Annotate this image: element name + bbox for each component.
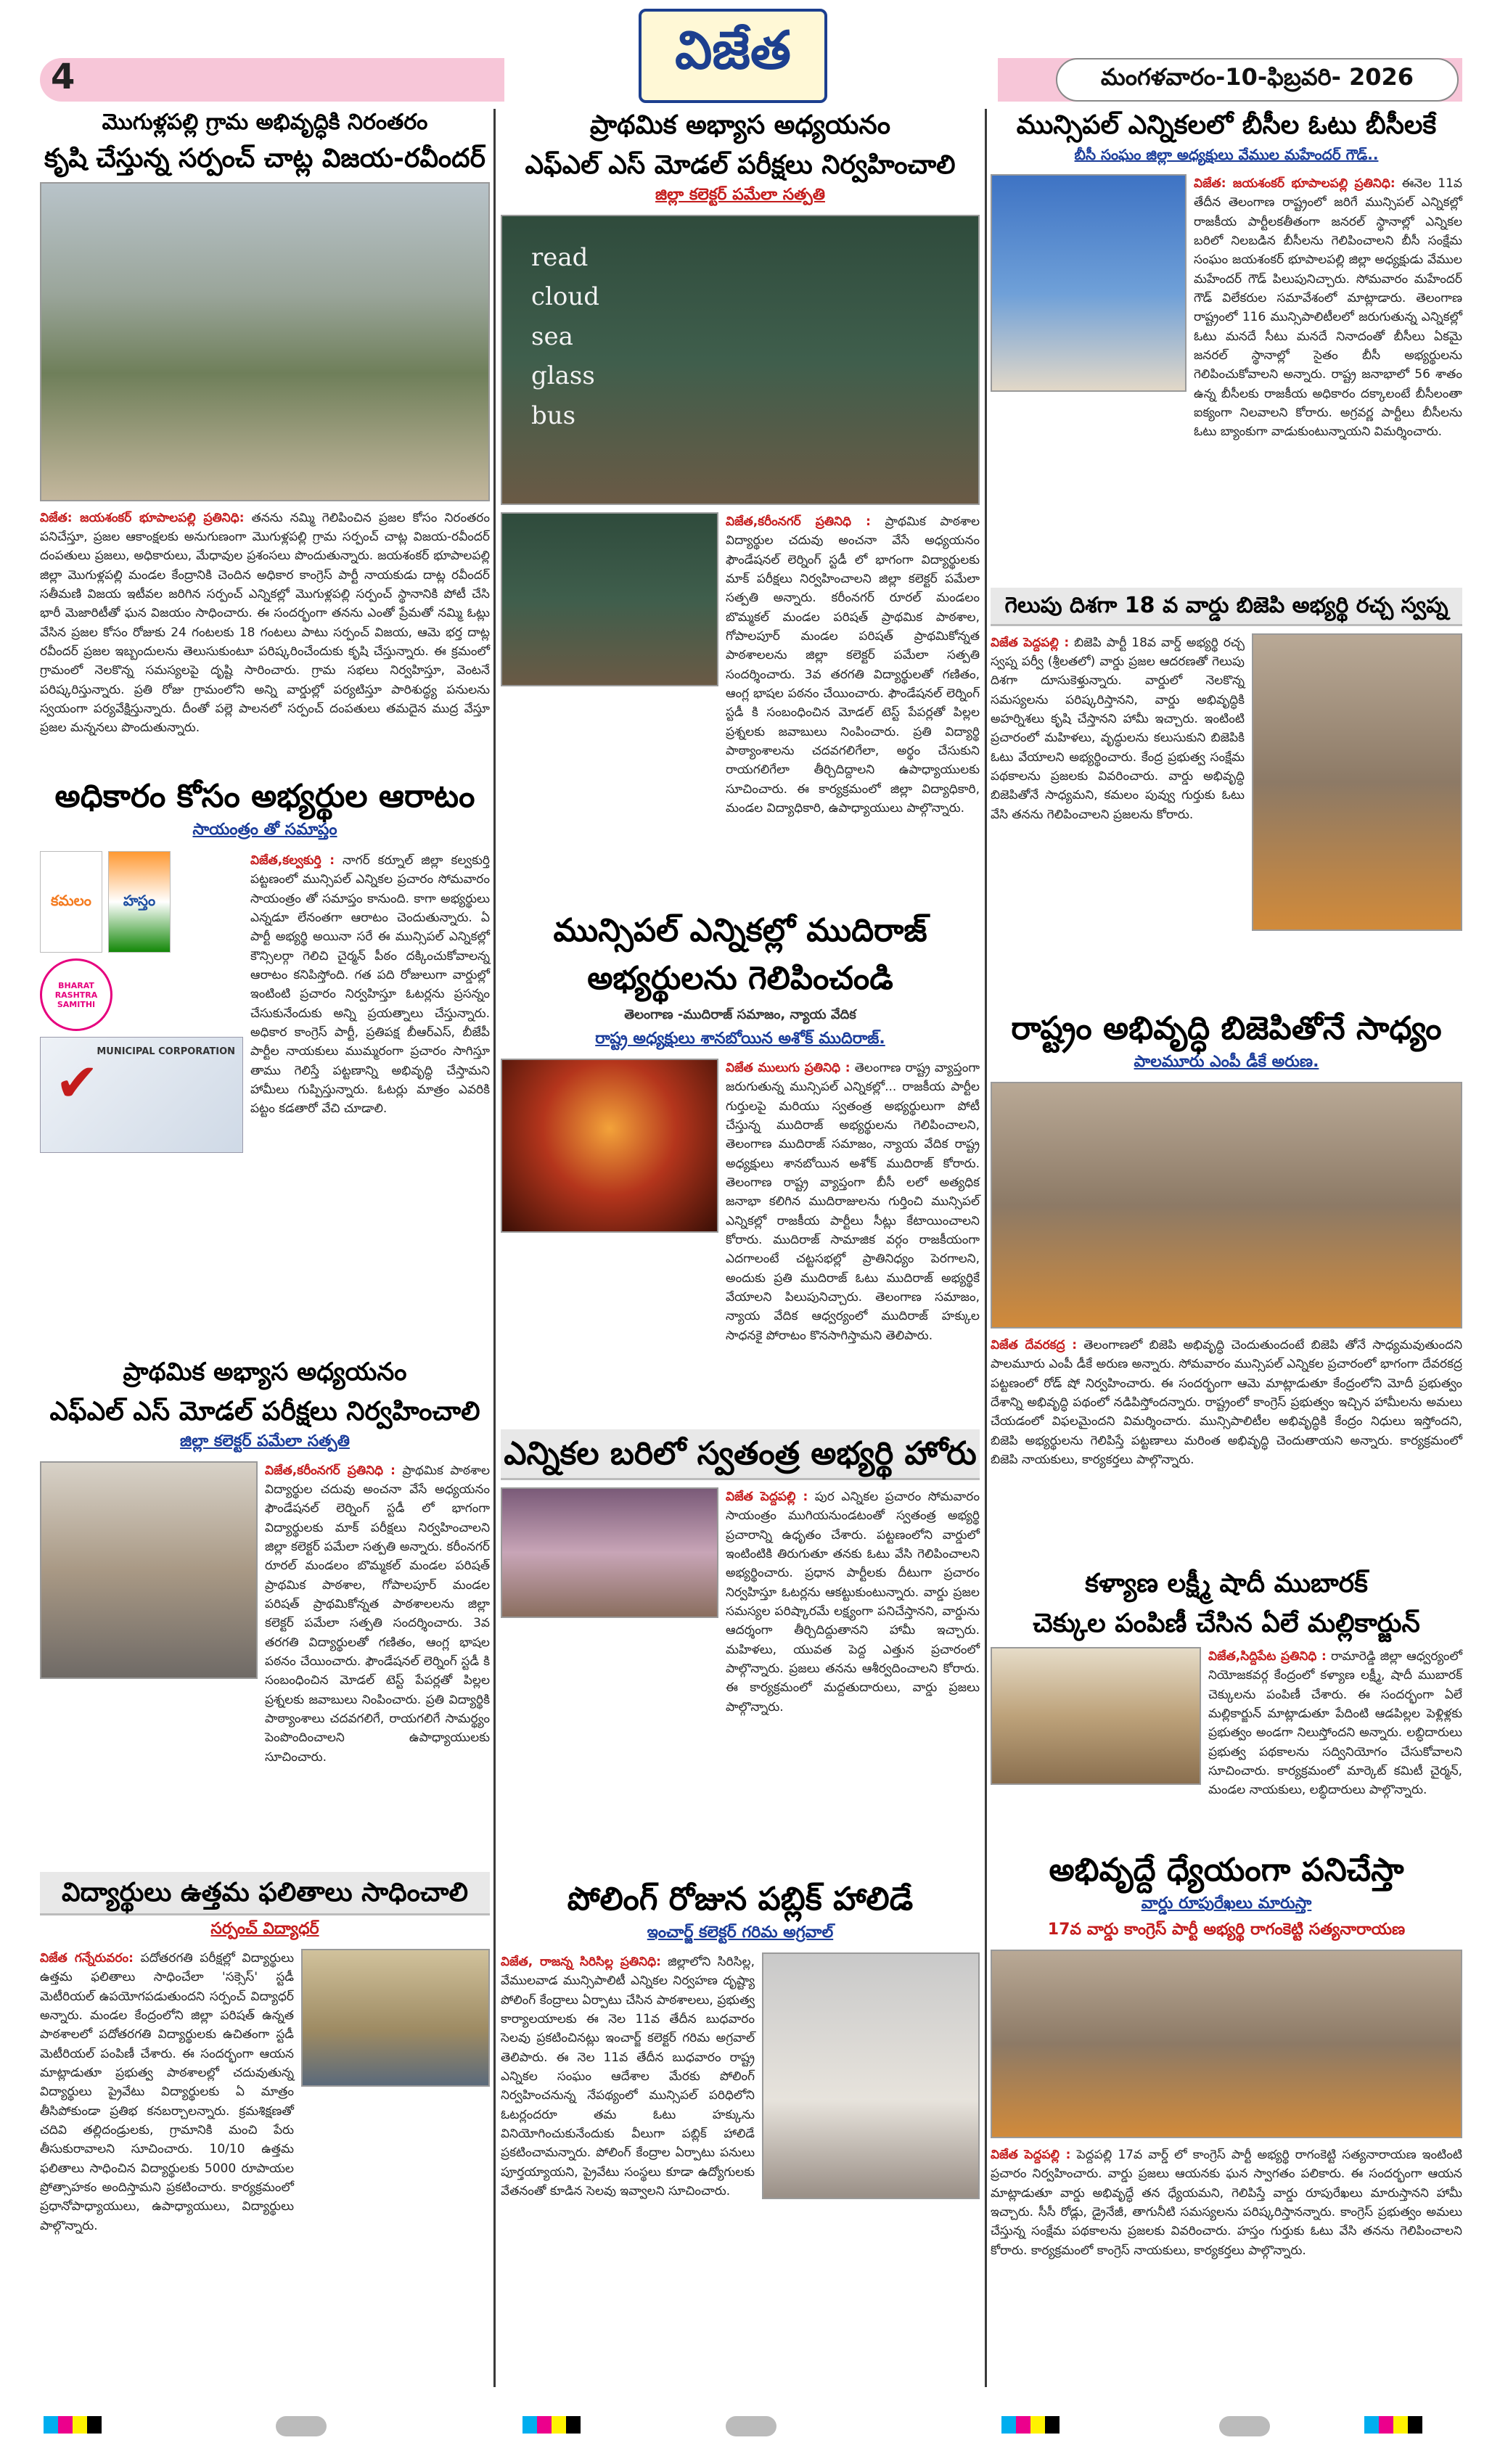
man-portrait-photo — [991, 174, 1187, 392]
article-text: పుర ఎన్నికల ప్రచారం సోమవారం సాయంత్రం ముగియనుండటంతో స్వతంత్ర అభ్యర్థి ప్రచారాన్ని ఉధృతం చేశారు. పట్టణంలోని వార్డులో ఇంటింటికి తిరుగుతూ తనకు ఓటు వేసి గెలిపించాలని అభ్యర్థించారు. ప్రధాన పార్టీలకు దీటుగా ప్రచారం నిర్వహిస్తూ ఓటర్లను ఆకట్టుకుంటున్నారు. వార్డు ప్రజల సమస్యల పరిష్కారమే లక్ష్యంగా పనిచేస్తానని, వార్డును ఆదర్శంగా తీర్చిదిద్దుతానని హామీ ఇచ్చారు. మహిళలు, యువత పెద్ద ఎత్తున ప్రచారంలో పాల్గొన్నారు. ప్రజలు తనను ఆశీర్వదించాలని కోరారు. ఈ కార్యక్రమంలో మద్దతుదారులు, వార్డు ప్రజలు పాల్గొన్నారు. — [726, 1490, 980, 1714]
article-ward-18 — [991, 588, 1462, 994]
article-subhead: సాయంత్రం తో సమాప్తం — [192, 821, 337, 839]
article-text: తెలంగాణ రాష్ట్ర వ్యాప్తంగా జరుగుతున్న మున్సిపల్ ఎన్నికల్లో... రాజకీయ పార్టీల గుర్తులపై మరియు స్వతంత్ర అభ్యర్థులుగా పోటీ చేస్తున్న ముదిరాజ్ అభ్యర్థులను గెలిపించాలని, తెలంగాణ ముదిరాజ్ సమాజం, న్యాయ వేదిక రాష్ట్ర అధ్యక్షులు శానబోయిన అశోక్ ముదిరాజ్ కోరారు. తెలంగాణ రాష్ట్ర వ్యాప్తంగా బీసీ లలో అత్యధిక జనాభా కలిగిన ముదిరాజులను గుర్తించి మున్సిపల్ ఎన్నికల్లో రాజకీయ పార్టీలు సీట్లు కేటాయించాలని కోరారు. ముదిరాజ్ సామాజిక వర్గం రాజకీయంగా ఎదగాలంటే చట్టసభల్లో ప్రాతినిధ్యం పెరగాలని, అందుకు ప్రతి ముదిరాజ్ ఓటు ముదిరాజ్ అభ్యర్థికే వేయాలని పిలుపునిచ్చారు. తెలంగాణ సమాజం, న్యాయ వేదిక ఆధ్వర్యంలో ముదిరాజ్ హక్కుల సాధనకై పోరాటం కొనసాగిస్తామని తెలిపారు. — [726, 1061, 980, 1343]
students-group-photo — [301, 1949, 490, 2087]
article-kicker: ప్రాథమిక అభ్యాస అధ్యయనం — [590, 110, 890, 140]
article-headline: అభివృద్దే ధ్యేయంగా పనిచేస్తా — [1049, 1852, 1404, 1889]
column-rule — [985, 109, 987, 2387]
article-headline: గెలుపు దిశగా 18 వ వార్డు బిజెపి అభ్యర్థి రచ్చ స్వప్న — [991, 588, 1462, 626]
congress-campaign-photo — [991, 1950, 1462, 2138]
party-logos — [40, 851, 243, 1031]
article-headline: ఎన్నికల బరిలో స్వతంత్ర అభ్యర్థి హోరు — [501, 1429, 980, 1480]
article-kicker: కళ్యాణ లక్ష్మీ షాదీ ముబారక్ — [1085, 1569, 1368, 1598]
dateline: విజేత పెద్దపల్లి : — [991, 635, 1070, 650]
dateline: విజేత,సిద్దిపేట ప్రతినిధి : — [1208, 1649, 1327, 1664]
article-headline: విద్యార్థులు ఉత్తమ ఫలితాలు సాధించాలి — [40, 1872, 490, 1915]
issue-date: మంగళవారం-10-ఫిబ్రవరి- 2026 — [1056, 58, 1459, 102]
article-headline: రాష్ట్రం అభివృద్ధి బిజెపితోనే సాధ్యం — [1011, 1010, 1442, 1047]
ballot-label: MUNICIPAL CORPORATION — [97, 1046, 235, 1057]
masthead-title: విజేత — [675, 18, 791, 81]
article-body — [501, 1952, 755, 2373]
cheque-distribution-photo — [991, 1647, 1201, 1785]
article-headline: మున్సిపల్ ఎన్నికలలో బీసీల ఓటు బీసీలకే — [1016, 110, 1437, 140]
article-text: రామారెడ్డి జిల్లా ఆధ్వర్యంలో నియోజకవర్గ కేంద్రంలో కళ్యాణ లక్ష్మీ, షాదీ ముబారక్ చెక్కులను పంపిణీ చేశారు. ఈ సందర్భంగా ఏలే మల్లికార్జున్ మాట్లాడుతూ పేదింటి ఆడపిల్లల పెళ్లిళ్లకు ప్రభుత్వం అండగా నిలుస్తోందని అన్నారు. లబ్ధిదారులు ప్రభుత్వ పథకాలను సద్వినియోగం చేసుకోవాలని సూచించారు. కార్యక్రమంలో మార్కెట్ కమిటీ చైర్మన్, మండల నాయకులు, లబ్ధిదారులు పాల్గొన్నారు. — [1208, 1649, 1462, 1798]
article-subhead: సర్పంచ్ విద్యాధర్ — [210, 1920, 319, 1938]
column-3 — [991, 109, 1462, 2387]
article-kicker: మొగుళ్లపల్లి గ్రామ అభివృద్ధికి నిరంతరం — [102, 110, 428, 135]
bjp-lotus-icon: కమలం — [40, 851, 102, 953]
road-field-photo — [40, 182, 490, 501]
candidate-media-photo — [501, 1487, 718, 1618]
article-text: ఈనెల 11వ తేదీన తెలంగాణ రాష్ట్రంలో జరిగే మున్సిపల్ ఎన్నికల్లో రాజకీయ పార్టీలకతీతంగా జనరల్ స్థానాల్లో ఎన్నికల బరిలో నిలబడిన బీసీలను గెలిపించాలని బీసీ సంక్షేమ సంఘం జయశంకర్ భూపాలపల్లి జిల్లా అధ్యక్షుడు వేముల మహేందర్ గౌడ్ పిలుపునిచ్చారు. సోమవారం మహేందర్ గౌడ్ విలేకరుల సమావేశంలో మాట్లాడారు. తెలంగాణ రాష్ట్రంలో 116 మున్సిపాలిటీలలో జరుగుతున్న ఎన్నికల్లో ఓటు మనదే సీటు మనదే నినాదంతో బీసీలు ఏకమై జనరల్ స్థానాల్లో సైతం బీసీ అభ్యర్థులను గెలిపించుకోవాలని అన్నారు. రాష్ట్ర జనాభాలో 56 శాతం ఉన్న బీసీలకు రాజకీయ అధికారం దక్కాలంటే బీసీలంతా ఐక్యంగా నిలవాలని కోరారు. అగ్రవర్ణ పార్టీలు బీసీలను ఓటు బ్యాంకుగా వాడుకుంటున్నాయని విమర్శించారు. — [1194, 176, 1462, 440]
column-rule — [493, 109, 496, 2387]
page-header — [0, 0, 1500, 109]
article-fls-1 — [40, 1357, 490, 1850]
article-byline: జిల్లా కలెక్టర్ పమేలా సత్పతి — [180, 1432, 350, 1450]
article-ward-17 — [991, 1850, 1462, 2380]
article-subhead: పాలమూరు ఎంపీ డీకే అరుణ. — [1134, 1053, 1319, 1071]
dateline: విజేత గన్నేరువరం: — [40, 1951, 134, 1966]
leader-portrait-photo — [501, 1059, 718, 1233]
campaign-photo — [1252, 633, 1462, 931]
article-text: నాగర్ కర్నూల్ జిల్లా కల్వకుర్తి పట్టణంలో మున్సిపల్ ఎన్నికల ప్రచారం సోమవారం సాయంత్రం తో సమాప్తం కానుంది. కాగా అభ్యర్థులు ఎన్నడూ లేనంతగా ఆరాటం చెందుతున్నారు. ఏ పార్టీ అభ్యర్థి అయినా సరే ఈ మున్సిపల్ ఎన్నికల్లో కౌన్సిలర్గా గెలిచి చైర్మన్ పీఠం దక్కించుకోవాలన్న ఆరాటం కనిపిస్తోంది. గత పది రోజులుగా వార్డుల్లో ఇంటింటి ప్రచారం నిర్వహిస్తూ ఓటర్లను ప్రసన్నం చేసుకునేందుకు అన్ని ప్రయత్నాలు చేస్తున్నారు. అధికార కాంగ్రెస్ పార్టీ, ప్రతిపక్ష బీఆర్ఎస్, బీజేపీ పార్టీల నాయకులు ముమ్మరంగా ప్రచారం సాగిస్తూ తాము గెలిస్తే పట్టణాన్ని అభివృద్ధి చేస్తామని హామీలు గుప్పిస్తున్నారు. ఓటర్లు మాత్రం ఎవరికి పట్టం కడతారో వేచి చూడాలి. — [250, 853, 490, 1117]
article-body — [726, 512, 980, 861]
article-candidates-race — [40, 776, 490, 1371]
article-body — [250, 851, 490, 1117]
article-headline: చెక్కుల పంపిణీ చేసిన ఏలే మల్లికార్జున్ — [1033, 1609, 1420, 1638]
brs-logo-icon: BHARAT RASHTRA SAMITHI — [40, 958, 112, 1031]
dateline: విజేత, రాజన్న సిరిసిల్ల ప్రతినిధి: — [501, 1955, 661, 1969]
article-text: జిల్లాలోని సిరిసిల్ల, వేములవాడ మున్సిపాలిటీ ఎన్నికల నిర్వహణ దృష్ట్యా పోలింగ్ కేంద్రాలు ఏర్పాటు చేసిన పాఠశాలలు, ప్రభుత్వ కార్యాలయాలకు ఈ నెల 11వ తేదీన బుధవారం సెలవు ప్రకటించినట్లు ఇంచార్జ్ కలెక్టర్ గరిమ అగ్రవాల్ తెలిపారు. ఈ నెల 11వ తేదీన బుధవారం రాష్ట్ర ఎన్నికల సంఘం ఆదేశాల మేరకు పోలింగ్ నిర్వహించనున్న నేపథ్యంలో మున్సిపల్ పరిధిలోని ఓటర్లందరూ తమ ఓటు హక్కును వినియోగించుకునేందుకు వీలుగా పబ్లిక్ హాలిడే ప్రకటించామన్నారు. పోలింగ్ కేంద్రాల ఏర్పాటు పనులు పూర్తయ్యాయని, ప్రైవేటు సంస్థలు కూడా ఉద్యోగులకు వేతనంతో కూడిన సెలవు ఇవ్వాలని సూచించారు. — [501, 1955, 755, 2199]
article-independent — [501, 1429, 980, 1865]
meeting-hall-photo — [40, 1461, 258, 1679]
ballot-illustration — [40, 1037, 243, 1153]
article-body — [726, 1059, 980, 1363]
dateline: విజేత పెద్దపల్లి : — [726, 1490, 808, 1504]
article-text: పదోతరగతి పరీక్షల్లో విద్యార్థులు ఉత్తమ ఫలితాలు సాధించేలా 'సక్సెస్' స్టడీ మెటీరియల్ ఉపయోగపడుతుందని సర్పంచ్ విద్యాధర్ అన్నారు. మండల కేంద్రంలోని జిల్లా పరిషత్ ఉన్నత పాఠశాలలో పదోతరగతి విద్యార్థులకు ఉచితంగా స్టడీ మెటీరియల్ పంపిణీ చేశారు. ఈ సందర్భంగా ఆయన మాట్లాడుతూ ప్రభుత్వ పాఠశాలల్లో చదువుతున్న విద్యార్థులు ప్రైవేటు విద్యార్థులకు ఏ మాత్రం తీసిపోకుండా ప్రతిభ కనబర్చాలన్నారు. క్రమశిక్షణతో చదివి తల్లిదండ్రులకు, గ్రామానికి మంచి పేరు తీసుకురావాలని సూచించారు. 10/10 ఉత్తమ ఫలితాలు సాధించిన విద్యార్థులకు 5000 రూపాయల ప్రోత్సాహకం అందిస్తామని ప్రకటించారు. కార్యక్రమంలో ప్రధానోపాధ్యాయులు, ఉపాధ్యాయులు, విద్యార్థులు పాల్గొన్నారు. — [40, 1951, 295, 2233]
article-headline: ఎఫ్ఎల్ ఎస్ మోడల్ పరీక్షలు నిర్వహించాలి — [49, 1396, 480, 1426]
article-byline: 17వ వార్డు కాంగ్రెస్ పార్టీ అభ్యర్థి రాగంకెట్టి సత్యనారాయణ — [1047, 1921, 1406, 1939]
dateline: విజేత,కరీంనగర్ ప్రతినిధి : — [726, 514, 871, 529]
article-students — [40, 1872, 490, 2380]
article-body — [991, 633, 1245, 982]
article-body — [40, 1949, 294, 2370]
article-byline: ఇంచార్జ్ కలెక్టర్ గరిమ అగ్రవాల్ — [647, 1923, 834, 1942]
masthead-logo — [639, 9, 827, 103]
print-color-bar — [1364, 2416, 1422, 2434]
article-kicker: ప్రాథమిక అభ్యాస అధ్యయనం — [123, 1358, 407, 1387]
rally-vehicle-photo — [991, 1082, 1462, 1328]
print-register-mark — [726, 2416, 776, 2436]
header-band-left — [40, 58, 504, 102]
dateline: విజేత పెద్దపల్లి : — [991, 2148, 1071, 2162]
classroom-photo — [501, 215, 980, 505]
dateline: విజేత,కల్వకుర్తి : — [250, 853, 335, 868]
article-byline: రాష్ట్ర అధ్యక్షులు శానబోయిన అశోక్ ముదిరాజ్. — [595, 1030, 885, 1048]
article-holiday — [501, 1879, 980, 2380]
dateline: విజేత ములుగు ప్రతినిధి : — [726, 1061, 851, 1075]
article-body — [991, 1336, 1462, 1553]
article-bjp-development — [991, 1009, 1462, 1560]
page-number: 4 — [51, 57, 75, 97]
article-headline: అధికారం కోసం అభ్యర్థుల ఆరాటం — [54, 778, 475, 815]
dateline: విజేత: జయశంకర్ భూపాలపల్లి ప్రతినిధి: — [40, 510, 245, 525]
article-subhead: బీసీ సంఘం జిల్లా అధ్యక్షులు వేముల మహేందర్ గౌడ్.. — [1074, 146, 1379, 163]
print-register-mark — [1219, 2416, 1270, 2436]
article-headline: పోలింగ్ రోజున పబ్లిక్ హాలిడే — [567, 1881, 914, 1918]
article-body — [726, 1487, 980, 1821]
print-color-bar — [522, 2416, 581, 2434]
article-text: ప్రాథమిక పాఠశాల విద్యార్థుల చదువు అంచనా వేసే అధ్యయనం ఫౌండేషనల్ లెర్నింగ్ స్టడీ లో భాగంగా విద్యార్థులకు మాక్ పరీక్షలు నిర్వహించాలని జిల్లా కలెక్టర్ పమేలా సత్పతి అన్నారు. కరీంనగర్ రూరల్ మండలం బొమ్మకల్ మండల పరిషత్ ప్రాథమిక పాఠశాల, గోపాలపూర్ మండల పరిషత్ ప్రాథమికోన్నత పాఠశాలలను జిల్లా కలెక్టర్ పమేలా సత్పతి సందర్శించారు. 3వ తరగతి విద్యార్థులతో గణితం, ఆంగ్ల భాషల పఠనం చేయించారు. ఫౌండేషనల్ లెర్నింగ్ స్టడీ కి సంబంధించిన మోడల్ టెస్ట్ పేపర్లతో పిల్లల ప్రశ్నలకు జవాబులు నింపించారు. ప్రతి విద్యార్థి పాఠ్యాంశాలను చదవగలిగేలా, అర్థం చేసుకుని రాయగలిగేలా తీర్చిదిద్దాలని ఉపాధ్యాయులకు సూచించారు. ఈ కార్యక్రమంలో జిల్లా విద్యాధికారి, మండల విద్యాధికారి, ఉపాధ్యాయులు పాల్గొన్నారు. — [726, 514, 980, 816]
article-body — [1208, 1647, 1462, 1828]
article-fls-2 — [501, 109, 980, 863]
article-subhead: తెలంగాణ -ముదిరాజ్ సమాజం, న్యాయ వేదిక — [624, 1007, 856, 1022]
article-text: తెలంగాణలో బిజెపి అభివృద్ధి చెందుతుందంటే బిజెపి తోనే సాధ్యమవుతుందని పాలమూరు ఎంపీ డీకే అరుణ అన్నారు. సోమవారం మున్సిపల్ ఎన్నికల ప్రచారంలో భాగంగా దేవరకద్ర పట్టణంలో రోడ్ షో నిర్వహించారు. ఈ సందర్భంగా ఆమె మాట్లాడుతూ కేంద్రంలోని మోదీ ప్రభుత్వం దేశాన్ని అభివృద్ధి పథంలో నడిపిస్తోందన్నారు. రాష్ట్రంలో కాంగ్రెస్ ప్రభుత్వం ఇచ్చిన హామీలను అమలు చేయడంలో విఫలమైందని విమర్శించారు. మున్సిపాలిటీల అభివృద్ధికి కేంద్రం నిధులు ఇస్తోందని, బిజెపి అభ్యర్థులను గెలిపిస్తే పట్టణాలు మరింత అభివృద్ధి చెందుతాయని అన్నారు. కార్యక్రమంలో బిజెపి నాయకులు, కార్యకర్తలు పాల్గొన్నారు. — [991, 1338, 1463, 1468]
article-mudiraj — [501, 907, 980, 1357]
article-text: పెద్దపల్లి 17వ వార్డ్ లో కాంగ్రెస్ పార్టీ అభ్యర్థి రాగంకెట్టి సత్యనారాయణ ఇంటింటి ప్రచారం నిర్వహించారు. వార్డు ప్రజలు ఆయనకు ఘన స్వాగతం పలికారు. ఈ సందర్భంగా ఆయన మాట్లాడుతూ వార్డు అభివృద్ధే తన ధ్యేయమని, గెలిపిస్తే వార్డు రూపురేఖలు మారుస్తానని హామీ ఇచ్చారు. సీసీ రోడ్లు, డ్రైనేజీ, తాగునీటి సమస్యలను పరిష్కరిస్తానన్నారు. కాంగ్రెస్ ప్రభుత్వం అమలు చేస్తున్న సంక్షేమ పథకాలను ప్రజలకు వివరించారు. హస్తం గుర్తుకు ఓటు వేసి తనను గెలిపించాలని కోరారు. కార్యక్రమంలో కాంగ్రెస్ నాయకులు, కార్యకర్తలు పాల్గొన్నారు. — [991, 2148, 1463, 2258]
article-headline: కృషి చేస్తున్న సర్పంచ్ చాట్ల విజయ-రవీందర్ — [44, 143, 485, 173]
dateline: విజేత దేవరకద్ర : — [991, 1338, 1078, 1352]
article-body — [1194, 174, 1462, 566]
article-headline: ఎఫ్ఎల్ ఎస్ మోడల్ పరీక్షలు నిర్వహించాలి — [525, 150, 956, 180]
article-body — [40, 509, 490, 770]
congress-hand-icon: హస్తం — [108, 851, 171, 953]
article-text: బిజెపి పార్టీ 18వ వార్డ్ అభ్యర్థి రచ్చ స్వప్న పర్వీ (శ్రీలతలో) వార్డు ప్రజల ఆదరణతో గెలుపు దిశగా దూసుకెళ్తున్నారు. వార్డులో నెలకొన్న సమస్యలను పరిష్కరిస్తానని, వార్డు అభివృద్ధికి అహర్నిశలు కృషి చేస్తానని హామీ ఇచ్చారు. ఇంటింటి ప్రచారంలో మహిళలు, వృద్ధులను కలుసుకుని బిజెపికి ఓటు వేయాలని అభ్యర్థించారు. కేంద్ర ప్రభుత్వ సంక్షేమ పథకాలను ప్రజలకు వివరించారు. వార్డు అభివృద్ధి బిజెపితోనే సాధ్యమని, కమలం పువ్వు గుర్తుకు ఓటు వేసి తనను గెలిపించాలని ప్రజలను కోరారు. — [991, 635, 1245, 822]
article-body — [265, 1461, 490, 1839]
article-subhead: వార్డు రూపురేఖలు మారుస్తా — [1141, 1894, 1312, 1913]
print-register-mark — [276, 2416, 327, 2436]
print-color-bar — [44, 2416, 102, 2434]
students-reading-photo — [501, 512, 718, 686]
dateline: విజేత,కరీంనగర్ ప్రతినిధి : — [265, 1463, 396, 1478]
vote-tick-icon: ✔ — [55, 1052, 99, 1113]
article-body — [991, 2145, 1462, 2385]
column-1 — [40, 109, 490, 2387]
article-text: తనను నమ్మి గెలిపించిన ప్రజల కోసం నిరంతరం పనిచేస్తూ, ప్రజల ఆకాంక్షలకు అనుగుణంగా మొగుళ్లపల్లి గ్రామ సర్పంచ్ చాట్ల విజయ-రవీందర్ దంపతులు ప్రజలు, అధికారులు, మేధావుల ప్రశంసలు పొందుతున్నారు. జయశంకర్ భూపాలపల్లి జిల్లా మొగుళ్లపల్లి మండల కేంద్రానికి చెందిన అధికార కాంగ్రెస్ పార్టీ నాయకుడు దాట్ల రవీందర్ సతీమణి విజయ ఇటీవల జరిగిన సర్పంచ్ ఎన్నికల్లో మొగుళ్లపల్లి సర్పంచ్ స్థానానికి పోటీ చేసి భారీ మెజారిటీతో ఘన విజయం సాధించారు. ఈ సందర్భంగా తనను ఎంతో ప్రేమతో నమ్మి ఓట్లు వేసిన ప్రజల కోసం రోజుకు 24 గంటలకు 18 గంటలు పాటు సర్పంచ్ విజయ, ఆమె భర్త దాట్ల రవీందర్ ప్రజల ఇబ్బందులను తెలుసుకుంటూ పరిష్కరించేందుకు కృషి చేస్తున్నారు. ఈ క్రమంలో గ్రామంలో నెలకొన్న సమస్యలపై దృష్టి సారించారు. గ్రామ సభలు నిర్వహిస్తూ, వెంటనే పరిష్కరిస్తున్నారు. ప్రతి రోజు గ్రామంలోని అన్ని వార్డుల్లో పర్యటిస్తూ పారిశుద్ధ్య పనులను స్వయంగా పర్యవేక్షిస్తున్నారు. దీంతో పల్లె పాలనలో సర్పంచ్ దంపతులు తమదైన ముద్ర వేస్తూ ప్రజల మన్ననలు పొందుతున్నారు. — [40, 510, 490, 736]
column-2 — [501, 109, 980, 2387]
chalkboard-words: read cloud sea glass bus — [531, 243, 600, 430]
article-byline: జిల్లా కలెక్టర్ పమేలా సత్పతి — [655, 186, 825, 204]
print-color-bar — [1001, 2416, 1060, 2434]
collector-photo — [762, 1952, 980, 2199]
article-cheques — [991, 1567, 1462, 1843]
article-bc-vote — [991, 109, 1462, 573]
article-text: ప్రాథమిక పాఠశాల విద్యార్థుల చదువు అంచనా వేసే అధ్యయనం ఫౌండేషనల్ లెర్నింగ్ స్టడీ లో భాగంగా విద్యార్థులకు మాక్ పరీక్షలు నిర్వహించాలని జిల్లా కలెక్టర్ పమేలా సత్పతి అన్నారు. కరీంనగర్ రూరల్ మండలం బొమ్మకల్ మండల పరిషత్ ప్రాథమిక పాఠశాల, గోపాలపూర్ మండల పరిషత్ ప్రాథమికోన్నత పాఠశాలలను జిల్లా కలెక్టర్ పమేలా సత్పతి సందర్శించారు. 3వ తరగతి విద్యార్థులతో గణితం, ఆంగ్ల భాషల పఠనం చేయించారు. ఫౌండేషనల్ లెర్నింగ్ స్టడీ కి సంబంధించిన మోడల్ టెస్ట్ పేపర్లతో పిల్లల ప్రశ్నలకు జవాబులు నింపించారు. ప్రతి విద్యార్థికి పాఠ్యాంశాలు చదవగలిగే, రాయగలిగే సామర్థ్యం పెంపొందించాలని ఉపాధ్యాయులకు సూచించారు. — [265, 1463, 491, 1765]
article-sarpanch — [40, 109, 490, 762]
dateline: విజేత: జయశంకర్ భూపాలపల్లి ప్రతినిధి: — [1194, 176, 1396, 191]
article-headline: మున్సిపల్ ఎన్నికల్లో ముదిరాజ్ అభ్యర్థులను గెలిపించండి — [553, 912, 927, 997]
